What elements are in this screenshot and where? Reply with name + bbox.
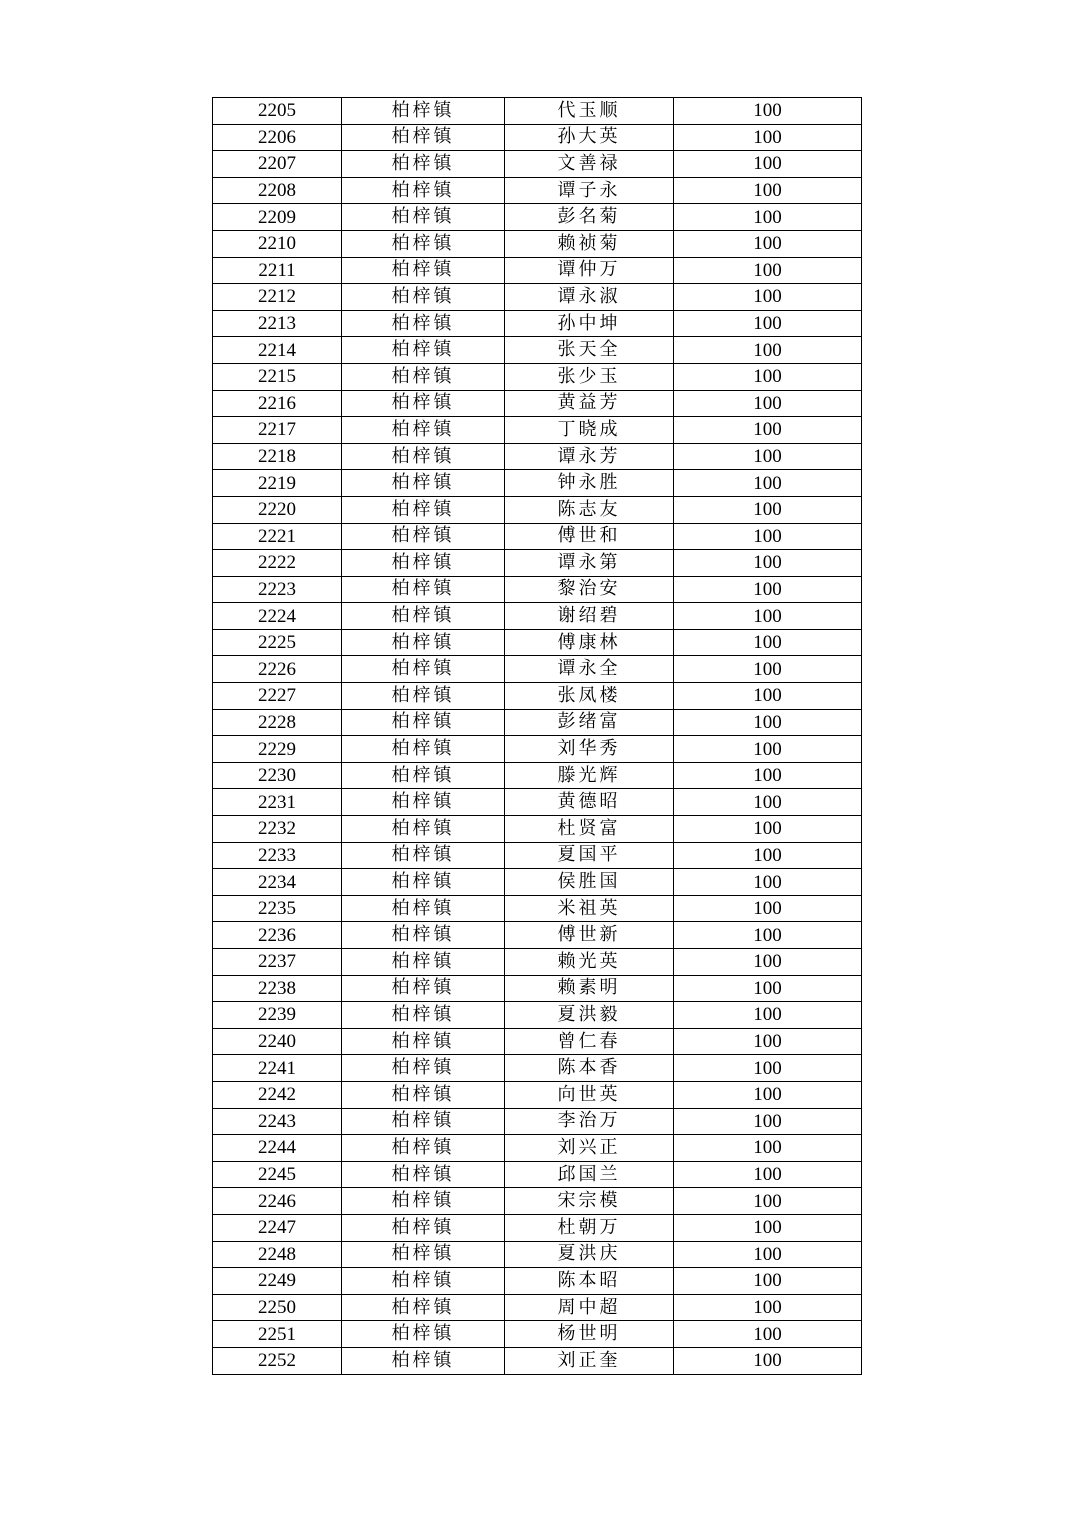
- cell-serial-number: 2229: [213, 736, 342, 763]
- table-row: [213, 550, 862, 577]
- cell-person-name: 谭子永: [505, 177, 674, 204]
- cell-amount: 100: [674, 363, 862, 390]
- cell-town: 柏梓镇: [342, 443, 505, 470]
- cell-serial-number: 2230: [213, 762, 342, 789]
- cell-amount: 100: [674, 523, 862, 550]
- table-row: [213, 443, 862, 470]
- cell-amount: 100: [674, 1347, 862, 1374]
- cell-person-name: 谢绍碧: [505, 603, 674, 630]
- table-row: [213, 1268, 862, 1295]
- cell-town: 柏梓镇: [342, 257, 505, 284]
- cell-person-name: 杜朝万: [505, 1214, 674, 1241]
- cell-town: 柏梓镇: [342, 709, 505, 736]
- cell-serial-number: 2221: [213, 523, 342, 550]
- table-row: [213, 337, 862, 364]
- cell-town: 柏梓镇: [342, 683, 505, 710]
- cell-town: 柏梓镇: [342, 390, 505, 417]
- cell-person-name: 陈本香: [505, 1055, 674, 1082]
- table-row: [213, 869, 862, 896]
- cell-person-name: 丁晓成: [505, 417, 674, 444]
- cell-person-name: 谭永全: [505, 656, 674, 683]
- cell-person-name: 夏国平: [505, 842, 674, 869]
- cell-person-name: 黄德昭: [505, 789, 674, 816]
- cell-amount: 100: [674, 949, 862, 976]
- cell-town: 柏梓镇: [342, 1055, 505, 1082]
- cell-person-name: 刘正奎: [505, 1347, 674, 1374]
- table-row: [213, 1108, 862, 1135]
- cell-person-name: 谭仲万: [505, 257, 674, 284]
- cell-person-name: 谭永淑: [505, 284, 674, 311]
- cell-person-name: 杜贤富: [505, 816, 674, 843]
- cell-serial-number: 2215: [213, 363, 342, 390]
- cell-serial-number: 2243: [213, 1108, 342, 1135]
- table-row: [213, 656, 862, 683]
- table-row: [213, 257, 862, 284]
- cell-amount: 100: [674, 709, 862, 736]
- cell-serial-number: 2216: [213, 390, 342, 417]
- cell-person-name: 彭绪富: [505, 709, 674, 736]
- cell-person-name: 傅世新: [505, 922, 674, 949]
- cell-amount: 100: [674, 1268, 862, 1295]
- cell-serial-number: 2246: [213, 1188, 342, 1215]
- cell-person-name: 彭名菊: [505, 204, 674, 231]
- cell-serial-number: 2247: [213, 1214, 342, 1241]
- table-row: [213, 1188, 862, 1215]
- cell-person-name: 陈志友: [505, 496, 674, 523]
- cell-person-name: 曾仁春: [505, 1028, 674, 1055]
- cell-serial-number: 2242: [213, 1081, 342, 1108]
- cell-serial-number: 2235: [213, 895, 342, 922]
- cell-serial-number: 2228: [213, 709, 342, 736]
- cell-amount: 100: [674, 603, 862, 630]
- cell-town: 柏梓镇: [342, 869, 505, 896]
- table-row: [213, 1081, 862, 1108]
- cell-town: 柏梓镇: [342, 1002, 505, 1029]
- table-row: [213, 470, 862, 497]
- cell-serial-number: 2224: [213, 603, 342, 630]
- cell-town: 柏梓镇: [342, 1188, 505, 1215]
- cell-town: 柏梓镇: [342, 1268, 505, 1295]
- cell-amount: 100: [674, 816, 862, 843]
- cell-town: 柏梓镇: [342, 1294, 505, 1321]
- cell-person-name: 刘兴正: [505, 1135, 674, 1162]
- table-row: [213, 98, 862, 125]
- table-row: [213, 816, 862, 843]
- cell-amount: 100: [674, 257, 862, 284]
- cell-town: 柏梓镇: [342, 1214, 505, 1241]
- cell-person-name: 侯胜国: [505, 869, 674, 896]
- cell-town: 柏梓镇: [342, 204, 505, 231]
- table-row: [213, 1161, 862, 1188]
- cell-person-name: 黄益芳: [505, 390, 674, 417]
- data-table: [212, 97, 862, 1375]
- cell-serial-number: 2234: [213, 869, 342, 896]
- cell-serial-number: 2237: [213, 949, 342, 976]
- cell-serial-number: 2239: [213, 1002, 342, 1029]
- table-row: [213, 842, 862, 869]
- cell-town: 柏梓镇: [342, 1161, 505, 1188]
- cell-town: 柏梓镇: [342, 1321, 505, 1348]
- cell-serial-number: 2208: [213, 177, 342, 204]
- cell-amount: 100: [674, 1321, 862, 1348]
- cell-amount: 100: [674, 98, 862, 125]
- cell-person-name: 钟永胜: [505, 470, 674, 497]
- cell-person-name: 滕光辉: [505, 762, 674, 789]
- cell-amount: 100: [674, 1214, 862, 1241]
- cell-amount: 100: [674, 656, 862, 683]
- cell-amount: 100: [674, 1188, 862, 1215]
- cell-amount: 100: [674, 1108, 862, 1135]
- cell-person-name: 黎治安: [505, 576, 674, 603]
- table-row: [213, 1055, 862, 1082]
- cell-town: 柏梓镇: [342, 417, 505, 444]
- cell-town: 柏梓镇: [342, 1108, 505, 1135]
- table-row: [213, 789, 862, 816]
- cell-town: 柏梓镇: [342, 1241, 505, 1268]
- cell-serial-number: 2233: [213, 842, 342, 869]
- cell-amount: 100: [674, 390, 862, 417]
- cell-person-name: 李治万: [505, 1108, 674, 1135]
- cell-amount: 100: [674, 204, 862, 231]
- cell-serial-number: 2207: [213, 151, 342, 178]
- cell-person-name: 孙中坤: [505, 310, 674, 337]
- cell-amount: 100: [674, 417, 862, 444]
- cell-amount: 100: [674, 895, 862, 922]
- cell-person-name: 代玉顺: [505, 98, 674, 125]
- table-row: [213, 736, 862, 763]
- table-row: [213, 177, 862, 204]
- table-row: [213, 603, 862, 630]
- cell-town: 柏梓镇: [342, 576, 505, 603]
- table-row: [213, 975, 862, 1002]
- cell-town: 柏梓镇: [342, 550, 505, 577]
- cell-serial-number: 2245: [213, 1161, 342, 1188]
- cell-town: 柏梓镇: [342, 762, 505, 789]
- cell-town: 柏梓镇: [342, 975, 505, 1002]
- table-row: [213, 576, 862, 603]
- table-row: [213, 922, 862, 949]
- cell-serial-number: 2210: [213, 230, 342, 257]
- cell-person-name: 邱国兰: [505, 1161, 674, 1188]
- table-row: [213, 895, 862, 922]
- table-row: [213, 363, 862, 390]
- cell-serial-number: 2209: [213, 204, 342, 231]
- cell-town: 柏梓镇: [342, 1081, 505, 1108]
- cell-amount: 100: [674, 842, 862, 869]
- cell-amount: 100: [674, 789, 862, 816]
- cell-town: 柏梓镇: [342, 151, 505, 178]
- cell-amount: 100: [674, 629, 862, 656]
- cell-town: 柏梓镇: [342, 310, 505, 337]
- cell-town: 柏梓镇: [342, 1028, 505, 1055]
- cell-person-name: 杨世明: [505, 1321, 674, 1348]
- cell-town: 柏梓镇: [342, 98, 505, 125]
- cell-serial-number: 2218: [213, 443, 342, 470]
- cell-serial-number: 2241: [213, 1055, 342, 1082]
- table-row: [213, 151, 862, 178]
- table-row: [213, 1135, 862, 1162]
- table-row: [213, 523, 862, 550]
- table-row: [213, 496, 862, 523]
- cell-town: 柏梓镇: [342, 1135, 505, 1162]
- cell-amount: 100: [674, 230, 862, 257]
- cell-serial-number: 2250: [213, 1294, 342, 1321]
- cell-serial-number: 2205: [213, 98, 342, 125]
- table-row: [213, 124, 862, 151]
- table-row: [213, 683, 862, 710]
- cell-person-name: 赖光英: [505, 949, 674, 976]
- cell-serial-number: 2240: [213, 1028, 342, 1055]
- cell-serial-number: 2219: [213, 470, 342, 497]
- cell-amount: 100: [674, 151, 862, 178]
- cell-serial-number: 2212: [213, 284, 342, 311]
- cell-person-name: 刘华秀: [505, 736, 674, 763]
- cell-town: 柏梓镇: [342, 230, 505, 257]
- cell-amount: 100: [674, 470, 862, 497]
- cell-amount: 100: [674, 443, 862, 470]
- cell-serial-number: 2236: [213, 922, 342, 949]
- cell-serial-number: 2238: [213, 975, 342, 1002]
- cell-person-name: 傅世和: [505, 523, 674, 550]
- cell-town: 柏梓镇: [342, 177, 505, 204]
- cell-serial-number: 2206: [213, 124, 342, 151]
- cell-town: 柏梓镇: [342, 1347, 505, 1374]
- cell-amount: 100: [674, 683, 862, 710]
- table-row: [213, 284, 862, 311]
- table-row: [213, 417, 862, 444]
- cell-serial-number: 2227: [213, 683, 342, 710]
- table-body: [213, 98, 862, 1375]
- cell-town: 柏梓镇: [342, 816, 505, 843]
- table-row: [213, 1002, 862, 1029]
- cell-person-name: 米祖英: [505, 895, 674, 922]
- cell-amount: 100: [674, 1055, 862, 1082]
- table-row: [213, 1321, 862, 1348]
- cell-person-name: 傅康林: [505, 629, 674, 656]
- cell-serial-number: 2226: [213, 656, 342, 683]
- cell-amount: 100: [674, 975, 862, 1002]
- table-row: [213, 629, 862, 656]
- cell-serial-number: 2244: [213, 1135, 342, 1162]
- cell-town: 柏梓镇: [342, 337, 505, 364]
- cell-amount: 100: [674, 1161, 862, 1188]
- cell-amount: 100: [674, 337, 862, 364]
- table-row: [213, 1347, 862, 1374]
- cell-person-name: 文善禄: [505, 151, 674, 178]
- cell-amount: 100: [674, 496, 862, 523]
- cell-amount: 100: [674, 124, 862, 151]
- cell-person-name: 宋宗模: [505, 1188, 674, 1215]
- cell-amount: 100: [674, 1294, 862, 1321]
- cell-amount: 100: [674, 576, 862, 603]
- cell-amount: 100: [674, 310, 862, 337]
- table-row: [213, 1214, 862, 1241]
- cell-serial-number: 2252: [213, 1347, 342, 1374]
- cell-person-name: 夏洪毅: [505, 1002, 674, 1029]
- cell-person-name: 向世英: [505, 1081, 674, 1108]
- cell-town: 柏梓镇: [342, 603, 505, 630]
- cell-town: 柏梓镇: [342, 124, 505, 151]
- table-row: [213, 230, 862, 257]
- cell-person-name: 陈本昭: [505, 1268, 674, 1295]
- cell-amount: 100: [674, 284, 862, 311]
- cell-serial-number: 2231: [213, 789, 342, 816]
- cell-serial-number: 2225: [213, 629, 342, 656]
- cell-amount: 100: [674, 922, 862, 949]
- cell-person-name: 张天全: [505, 337, 674, 364]
- cell-amount: 100: [674, 762, 862, 789]
- cell-amount: 100: [674, 1002, 862, 1029]
- cell-person-name: 周中超: [505, 1294, 674, 1321]
- cell-serial-number: 2211: [213, 257, 342, 284]
- cell-serial-number: 2222: [213, 550, 342, 577]
- cell-town: 柏梓镇: [342, 523, 505, 550]
- cell-serial-number: 2232: [213, 816, 342, 843]
- cell-person-name: 赖素明: [505, 975, 674, 1002]
- cell-person-name: 夏洪庆: [505, 1241, 674, 1268]
- cell-serial-number: 2220: [213, 496, 342, 523]
- cell-person-name: 赖祯菊: [505, 230, 674, 257]
- cell-amount: 100: [674, 1028, 862, 1055]
- table-row: [213, 204, 862, 231]
- cell-serial-number: 2217: [213, 417, 342, 444]
- cell-amount: 100: [674, 1081, 862, 1108]
- cell-town: 柏梓镇: [342, 656, 505, 683]
- cell-person-name: 张凤楼: [505, 683, 674, 710]
- cell-amount: 100: [674, 1241, 862, 1268]
- cell-serial-number: 2248: [213, 1241, 342, 1268]
- cell-town: 柏梓镇: [342, 842, 505, 869]
- table-row: [213, 310, 862, 337]
- cell-serial-number: 2214: [213, 337, 342, 364]
- cell-amount: 100: [674, 550, 862, 577]
- cell-town: 柏梓镇: [342, 949, 505, 976]
- cell-person-name: 谭永芳: [505, 443, 674, 470]
- table-row: [213, 949, 862, 976]
- cell-person-name: 谭永第: [505, 550, 674, 577]
- cell-amount: 100: [674, 1135, 862, 1162]
- cell-serial-number: 2223: [213, 576, 342, 603]
- cell-town: 柏梓镇: [342, 496, 505, 523]
- table-row: [213, 709, 862, 736]
- cell-amount: 100: [674, 177, 862, 204]
- table-row: [213, 1028, 862, 1055]
- cell-amount: 100: [674, 736, 862, 763]
- cell-town: 柏梓镇: [342, 284, 505, 311]
- cell-town: 柏梓镇: [342, 895, 505, 922]
- table-row: [213, 762, 862, 789]
- cell-town: 柏梓镇: [342, 470, 505, 497]
- cell-town: 柏梓镇: [342, 736, 505, 763]
- cell-serial-number: 2213: [213, 310, 342, 337]
- cell-town: 柏梓镇: [342, 363, 505, 390]
- cell-amount: 100: [674, 869, 862, 896]
- cell-town: 柏梓镇: [342, 629, 505, 656]
- cell-serial-number: 2251: [213, 1321, 342, 1348]
- table-row: [213, 390, 862, 417]
- cell-town: 柏梓镇: [342, 922, 505, 949]
- table-row: [213, 1294, 862, 1321]
- cell-town: 柏梓镇: [342, 789, 505, 816]
- cell-person-name: 张少玉: [505, 363, 674, 390]
- cell-serial-number: 2249: [213, 1268, 342, 1295]
- table-row: [213, 1241, 862, 1268]
- cell-person-name: 孙大英: [505, 124, 674, 151]
